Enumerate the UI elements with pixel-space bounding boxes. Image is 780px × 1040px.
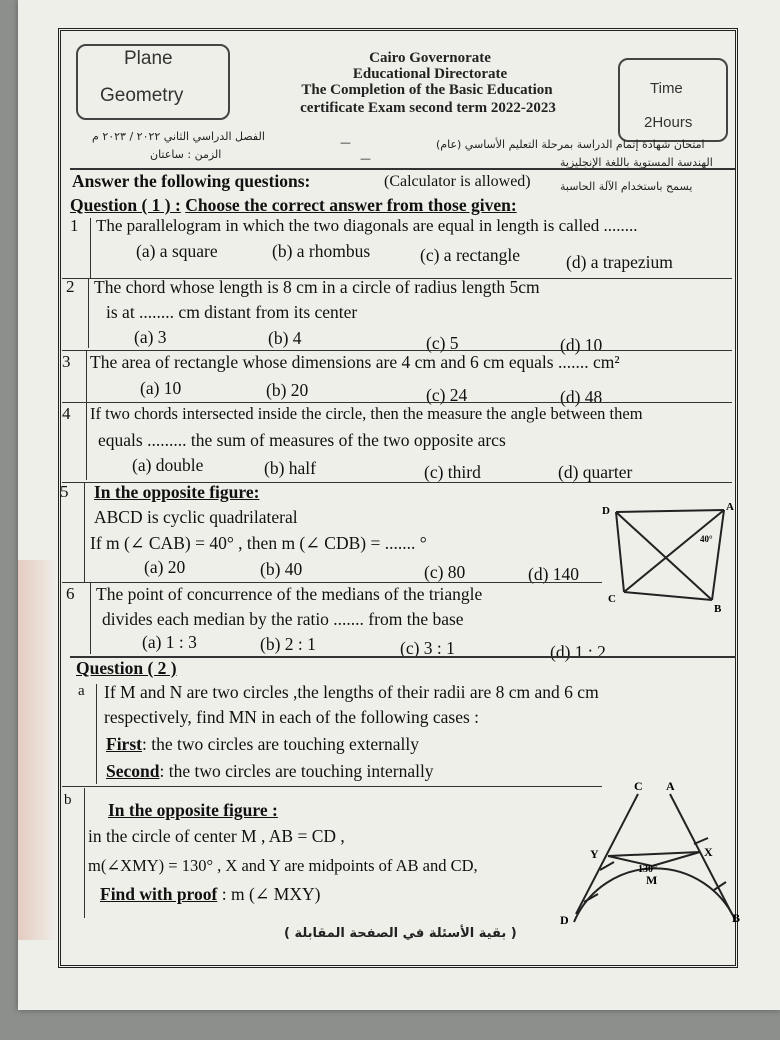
q1-item3-opt-b: (b) 20 [266, 380, 309, 400]
q1-item5-bar [84, 482, 85, 582]
q2-first-label: First [106, 734, 142, 754]
arabic-time: الزمن : ساعتان [150, 148, 222, 161]
tick-x [694, 838, 708, 844]
q1-item5-text3: If m (∠ CAB) = 40° , then m (∠ CDB) = ....... ° [90, 533, 427, 553]
q1-item1-opt-a: (a) a square [136, 241, 218, 261]
time-label: Time [650, 80, 683, 97]
q2-a-text1: If M and N are two circles ,the lengths of their radii are 8 cm and 6 cm [104, 682, 599, 702]
q1-item1-text: The parallelogram in which the two diagonals are equal in length is called ........ [96, 216, 638, 235]
q1-item2-text2: is at ........ cm distant from its center [106, 302, 358, 322]
angle-40: 40° [700, 534, 713, 544]
label-y: Y [590, 847, 599, 861]
arabic-term: الفصل الدراسي الثاني ٢٠٢٢ / ٢٠٢٣ م [92, 130, 265, 143]
label-a: A [726, 501, 734, 513]
calculator-note: (Calculator is allowed) [384, 173, 531, 190]
q1-item6-opt-b: (b) 2 : 1 [260, 634, 316, 654]
q2-b-bar [84, 788, 85, 918]
cyclic-quadrilateral-figure [596, 500, 744, 620]
q2-b-label: b [64, 792, 72, 808]
q2-second-text: : the two circles are touching internally [159, 761, 434, 781]
q1-item4-text2: equals ......... the sum of measures of the two opposite arcs [98, 430, 506, 450]
q1-item1-opt-d: (d) a trapezium [566, 252, 673, 272]
angle-130: 130° [638, 864, 657, 875]
subject-plane: Plane [124, 48, 173, 69]
q1-item5-opt-d: (d) 140 [528, 564, 580, 584]
q2-title: Question ( 2 ) [76, 658, 177, 678]
q2-b-text3: m(∠XMY) = 130° , X and Y are midpoints of AB and CD, [88, 856, 478, 875]
instructions: Answer the following questions: [72, 171, 311, 191]
q2-sep [62, 786, 602, 787]
q1-item6-opt-c: (c) 3 : 1 [400, 638, 455, 658]
q1-item3-opt-d: (d) 48 [560, 387, 603, 407]
q2-second-label: Second [106, 761, 160, 781]
q1-item2-number: 2 [66, 277, 75, 296]
q1-item3-text: The area of rectangle whose dimensions are 4 cm and 6 cm equals ....... cm² [90, 352, 620, 372]
exam-title: The Completion of the Basic Education [301, 82, 553, 98]
time-value: 2Hours [644, 114, 693, 131]
calculator-note-arabic: يسمح باستخدام الآلة الحاسبة [560, 180, 693, 193]
label-d: D [602, 505, 610, 517]
label-a: A [666, 779, 675, 793]
q2-b-text2: in the circle of center M , AB = CD , [88, 826, 345, 846]
chord-cd [576, 794, 638, 914]
q1-item3-bar [86, 350, 87, 402]
side-ab [712, 510, 724, 600]
q1-item1-opt-c: (c) a rectangle [420, 245, 521, 265]
circle-chords-figure [560, 774, 750, 934]
label-c: C [608, 593, 616, 605]
q1-item6-number: 6 [66, 584, 75, 603]
q1-item4-opt-a: (a) double [132, 455, 204, 475]
header-divider [70, 168, 735, 170]
q1-item5-opt-c: (c) 80 [424, 562, 466, 582]
side-da [616, 510, 724, 512]
q2-second [106, 761, 434, 782]
arabic-continued-note: ( بقية الأسئلة في الصفحة المقابلة ) [284, 926, 517, 941]
q1-item6-text2: divides each median by the ratio ....... from the base [102, 609, 464, 629]
subject-geometry: Geometry [100, 85, 184, 106]
q2-first-text: : the two circles are touching externally [141, 734, 419, 754]
arabic-subject: الهندسة المستوية باللغة الإنجليزية [560, 156, 713, 169]
q1-item1-number: 1 [70, 216, 79, 235]
q1-sep2 [62, 350, 732, 351]
q1-item3-opt-c: (c) 24 [426, 385, 468, 405]
label-c: C [634, 779, 643, 793]
label-b: B [714, 603, 722, 615]
dash-2: — [360, 152, 371, 165]
q1-item5-opt-b: (b) 40 [260, 559, 303, 579]
label-m: M [646, 873, 658, 887]
label-d: D [560, 913, 569, 927]
q1-item4-opt-d: (d) quarter [558, 462, 633, 482]
paper-shadow [18, 560, 58, 940]
q1-item2-opt-d: (d) 10 [560, 335, 603, 355]
q1-item4-number: 4 [62, 404, 71, 423]
q1-item2-opt-a: (a) 3 [134, 327, 167, 347]
q1-item2-opt-b: (b) 4 [268, 328, 302, 348]
q1-item4-opt-c: (c) third [424, 462, 481, 482]
q1-sep5 [62, 582, 602, 583]
label-b: B [732, 911, 741, 925]
q1-item4-text1: If two chords intersected inside the circle, then the measure the angle between them [90, 404, 643, 423]
q1-sep3 [62, 402, 732, 403]
exam-term: certificate Exam second term 2022-2023 [300, 100, 556, 116]
q1-item1-opt-b: (b) a rhombus [272, 241, 371, 261]
q1-title: Question ( 1 ) : Choose the correct answer from those given: [70, 195, 517, 215]
q1-subtitle: Choose the correct answer from those given: [185, 195, 517, 215]
q1-item2-text1: The chord whose length is 8 cm in a circle of radius length 5cm [94, 277, 540, 297]
q2-b-figure-label: In the opposite figure : [108, 800, 278, 820]
label-x: X [704, 845, 713, 859]
q1-item4-bar [86, 402, 87, 480]
q1-item5-opt-a: (a) 20 [144, 557, 186, 577]
q1-item3-number: 3 [62, 352, 71, 371]
q1-item6-opt-d: (d) 1 : 2 [550, 642, 606, 662]
directorate: Educational Directorate [352, 66, 508, 82]
q2-find-text: : m (∠ MXY) [217, 884, 321, 904]
dash-1: — [340, 136, 351, 149]
q1-item6-opt-a: (a) 1 : 3 [142, 632, 197, 652]
q2-a-text2: respectively, find MN in each of the following cases : [104, 707, 480, 727]
q1-item2-bar [88, 278, 89, 348]
q1-item6-bar [90, 582, 91, 654]
q1-item5-number: 5 [60, 482, 69, 501]
chord-ab [670, 794, 732, 914]
q2-a-bar [96, 684, 97, 784]
q2-a-label: a [78, 683, 85, 699]
q1-item5-figure-label: In the opposite figure: [94, 482, 260, 502]
side-cd [616, 512, 624, 592]
q1-item2-opt-c: (c) 5 [426, 333, 459, 353]
q2-find-label: Find with proof [100, 884, 218, 904]
q2-find [100, 884, 320, 905]
diagonal-ac [624, 510, 724, 592]
q2-first [106, 734, 419, 755]
arabic-exam: امتحان شهادة إتمام الدراسة بمرحلة التعليم الأساسي (عام) [436, 138, 705, 151]
q1-item4-opt-b: (b) half [264, 458, 316, 478]
governorate: Cairo Governorate [369, 50, 491, 66]
q1-item3-opt-a: (a) 10 [140, 378, 182, 398]
q1-item5-text2: ABCD is cyclic quadrilateral [94, 507, 298, 527]
q1-item6-text1: The point of concurrence of the medians of the triangle [96, 584, 483, 604]
q1-item1-bar [90, 218, 91, 278]
side-bc [624, 592, 712, 600]
